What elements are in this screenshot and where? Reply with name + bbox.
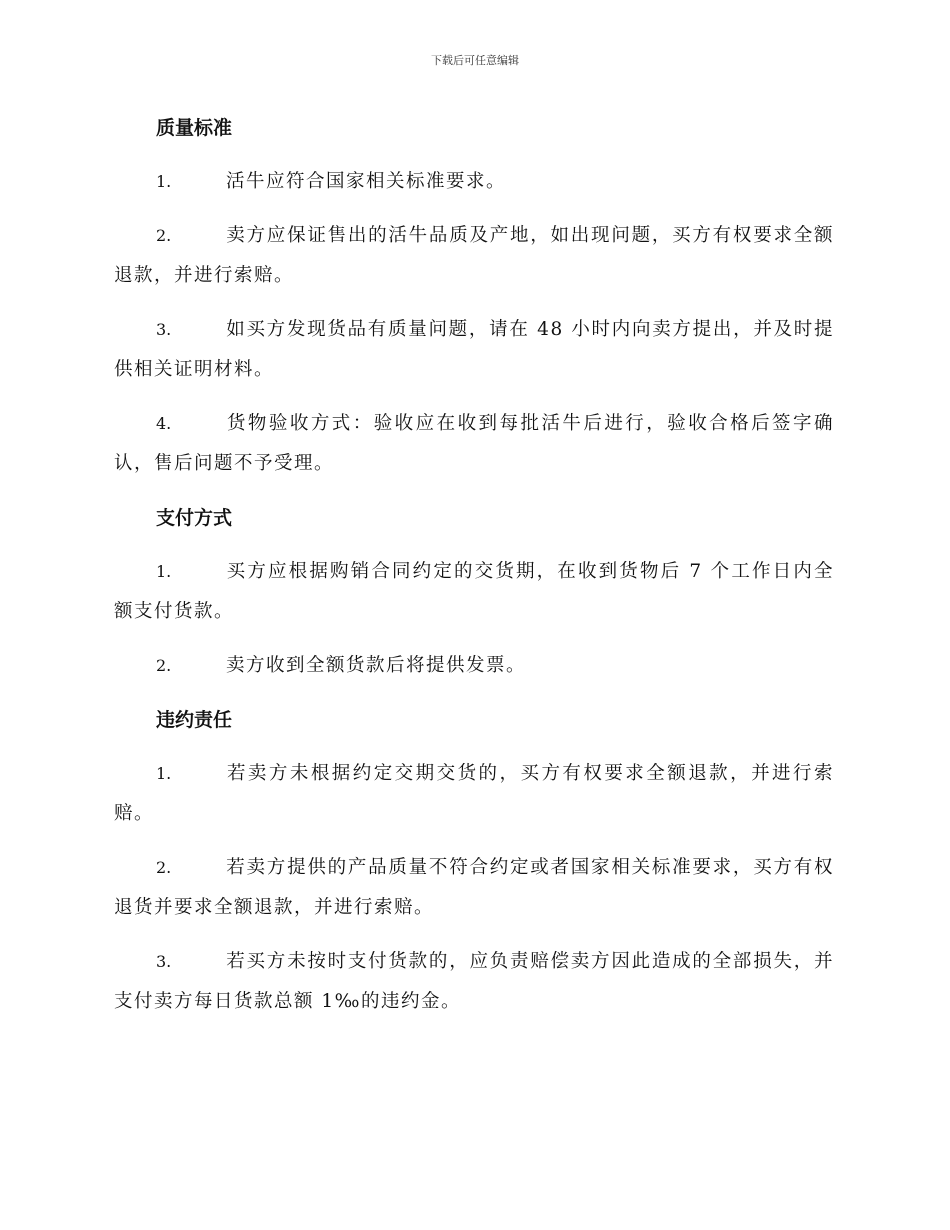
section-quality-standards [114, 108, 834, 484]
item-text: 如买方发现货品有质量问题，请在 48 小时内向卖方提出，并及时提供相关证明材料。 [114, 319, 834, 380]
section-breach-liability [114, 700, 834, 1022]
item-number: 3. [156, 320, 172, 339]
section-heading: 质量标准 [156, 117, 233, 139]
item-text: 买方应根据购销合同约定的交货期，在收到货物后 7 个工作日内全额支付货款。 [114, 561, 834, 622]
item-number: 2. [156, 858, 172, 877]
item-number: 3. [156, 952, 172, 971]
section-heading: 支付方式 [156, 507, 233, 529]
item-text: 若买方未按时支付货款的，应负责赔偿卖方因此造成的全部损失，并支付卖方每日货款总额 1‰的违约金。 [114, 951, 834, 1012]
list-item [114, 848, 834, 928]
item-number: 2. [156, 226, 172, 245]
list-item [114, 404, 834, 484]
item-text: 活牛应符合国家相关标准要求。 [226, 171, 507, 192]
item-text: 卖方收到全额货款后将提供发票。 [226, 655, 527, 676]
list-item [114, 942, 834, 1022]
page-header: 下载后可任意编辑 [431, 54, 519, 67]
item-number: 1. [156, 172, 172, 191]
section-heading: 违约责任 [156, 709, 233, 731]
item-number: 1. [156, 562, 172, 581]
list-item [114, 310, 834, 390]
list-item [114, 216, 834, 296]
section-payment-method [114, 498, 834, 686]
list-item [114, 552, 834, 632]
item-number: 1. [156, 764, 172, 783]
item-number: 4. [156, 414, 172, 433]
document-body [114, 108, 834, 1036]
list-item [114, 162, 834, 202]
item-text: 货物验收方式：验收应在收到每批活牛后进行，验收合格后签字确认，售后问题不予受理。 [114, 413, 834, 474]
item-number: 2. [156, 656, 172, 675]
item-text: 卖方应保证售出的活牛品质及产地，如出现问题，买方有权要求全额退款，并进行索赔。 [114, 225, 834, 286]
item-text: 若卖方未根据约定交期交货的，买方有权要求全额退款，并进行索赔。 [114, 763, 834, 824]
list-item [114, 646, 834, 686]
item-text: 若卖方提供的产品质量不符合约定或者国家相关标准要求，买方有权退货并要求全额退款，并进行索赔。 [114, 857, 834, 918]
list-item [114, 754, 834, 834]
